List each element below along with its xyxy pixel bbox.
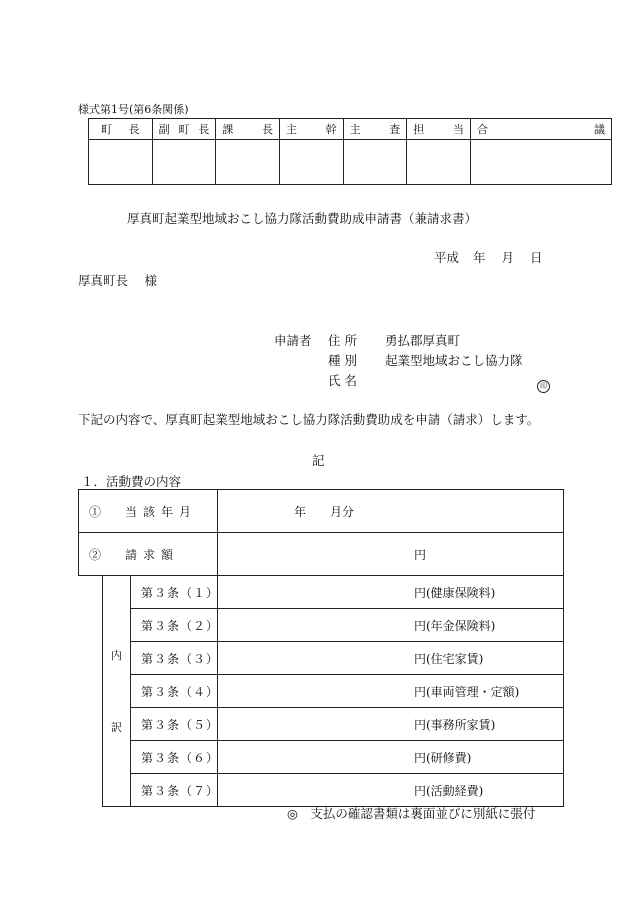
breakdown-label: 内 訳 (103, 576, 131, 807)
date-day: 日 (530, 250, 543, 265)
amount-field[interactable]: 円(健康保険料) (218, 576, 564, 609)
breakdown-row-5 (79, 708, 564, 741)
approval-table (88, 118, 612, 185)
approval-header-tanto: 担 当 (407, 119, 471, 140)
stamp-box-tanto[interactable] (407, 140, 471, 185)
amount-field[interactable]: 円(車両管理・定額) (218, 675, 564, 708)
stamp-box-shusa[interactable] (343, 140, 407, 185)
approval-header-kacho: 課 長 (216, 119, 280, 140)
article-label: 第３条（４） (131, 675, 218, 708)
stamp-box-chocho[interactable] (89, 140, 153, 185)
amount-field[interactable]: 円(事務所家賃) (218, 708, 564, 741)
breakdown-row-1 (79, 576, 564, 609)
amount-field[interactable]: 円(年金保険料) (218, 609, 564, 642)
approval-stamp-row (89, 140, 612, 185)
target-month-row (79, 490, 564, 533)
seal-mark (537, 373, 550, 393)
amount-field[interactable]: 円(住宅家賃) (218, 642, 564, 675)
indent-spacer (79, 576, 103, 807)
date-year: 年 (473, 250, 486, 265)
date-month: 月 (501, 250, 515, 265)
request-amount-label: ② 請求額 (79, 533, 218, 576)
date-line (434, 248, 543, 266)
breakdown-row-2 (79, 609, 564, 642)
request-amount-value[interactable]: 円 (218, 533, 564, 576)
breakdown-row-4 (79, 675, 564, 708)
ki-heading: 記 (312, 453, 325, 468)
seal-icon: 印 (537, 380, 550, 393)
request-statement: 下記の内容で、厚真町起業型地域おこし協力隊活動費助成を申請（請求）します。 (78, 412, 540, 427)
date-era: 平成 (434, 250, 460, 265)
type-label: 種 別 (328, 353, 357, 368)
approval-header-chocho: 町 長 (89, 119, 153, 140)
breakdown-row-6 (79, 741, 564, 774)
addressee: 厚真町長 様 (78, 273, 157, 288)
stamp-box-fukuchocho[interactable] (152, 140, 216, 185)
address-value[interactable]: 勇払郡厚真町 (385, 333, 461, 348)
stamp-box-kacho[interactable] (216, 140, 280, 185)
article-label: 第３条（６） (131, 741, 218, 774)
article-label: 第３条（１） (131, 576, 218, 609)
stamp-box-shukan[interactable] (279, 140, 343, 185)
target-month-label: ① 当該年月 (79, 490, 218, 533)
name-label: 氏 名 (328, 373, 357, 388)
request-amount-row (79, 533, 564, 576)
target-month-value[interactable]: 年 月分 (218, 490, 564, 533)
article-label: 第３条（３） (131, 642, 218, 675)
stamp-box-aigi[interactable] (471, 140, 612, 185)
amount-field[interactable]: 円(活動経費) (218, 774, 564, 807)
article-label: 第３条（７） (131, 774, 218, 807)
applicant-label: 申請者 (274, 333, 312, 348)
footnote: ◎ 支払の確認書類は裏面並びに別紙に張付 (287, 806, 536, 821)
breakdown-row-3 (79, 642, 564, 675)
amount-field[interactable]: 円(研修費) (218, 741, 564, 774)
article-label: 第３条（２） (131, 609, 218, 642)
article-label: 第３条（５） (131, 708, 218, 741)
section-heading: １．活動費の内容 (81, 474, 182, 489)
breakdown-row-7 (79, 774, 564, 807)
approval-header-row (89, 119, 612, 140)
form-number: 様式第1号(第6条関係) (78, 103, 189, 116)
approval-header-shusa: 主 査 (343, 119, 407, 140)
approval-header-shukan: 主 幹 (279, 119, 343, 140)
approval-header-aigi: 合 議 (471, 119, 612, 140)
type-value[interactable]: 起業型地域おこし協力隊 (385, 353, 523, 368)
document-title: 厚真町起業型地域おこし協力隊活動費助成申請書（兼請求書） (127, 211, 478, 226)
expense-table (78, 489, 564, 807)
approval-header-fukuchocho: 副 町 長 (152, 119, 216, 140)
address-label: 住 所 (328, 333, 357, 348)
